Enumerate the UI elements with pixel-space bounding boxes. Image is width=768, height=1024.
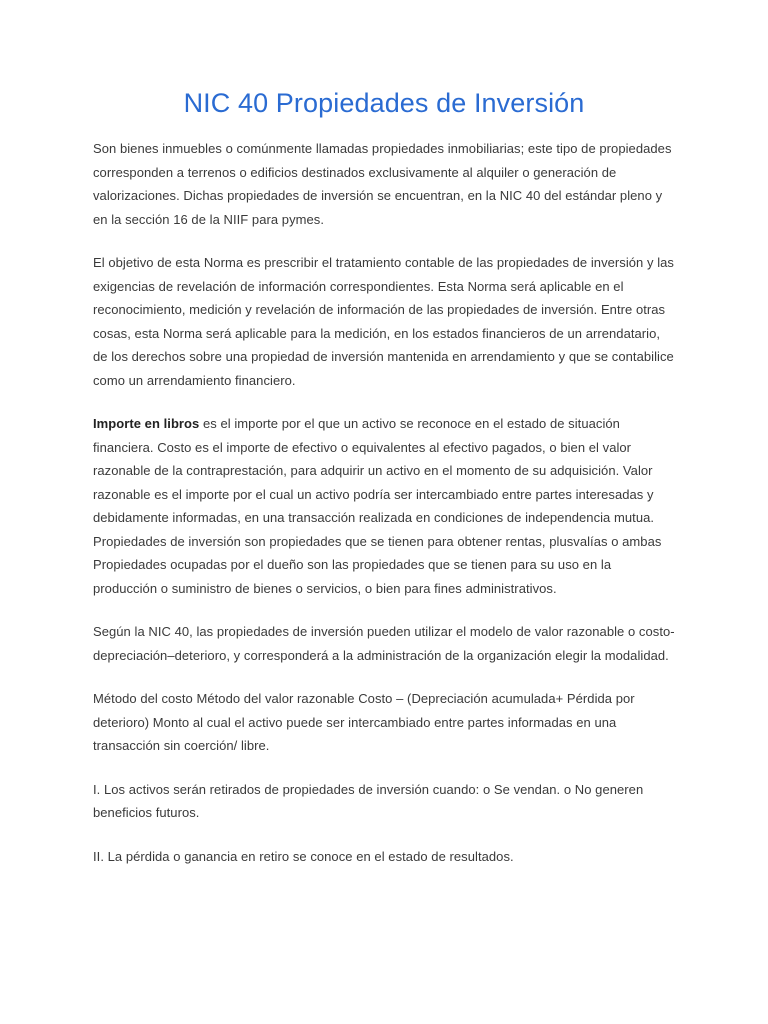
paragraph-gain-loss: II. La pérdida o ganancia en retiro se conoce en el estado de resultados. (93, 848, 514, 864)
paragraph-importe-en-libros (93, 412, 678, 600)
paragraph-cost-method: Método del costo Método del valor razonable Costo – (Depreciación acumulada+ Pérdida por deterioro) Monto al cual el activo puede ser intercambiado entre partes informadas en una transacción sin coerción/ libre. (93, 691, 635, 753)
document-body (93, 137, 678, 888)
page-title: NIC 40 Propiedades de Inversión (183, 88, 585, 118)
term-importe-en-libros: Importe en libros (93, 416, 200, 431)
paragraph-retirement: I. Los activos serán retirados de propiedades de inversión cuando: o Se vendan. o No generen beneficios futuros. (93, 781, 644, 820)
paragraph-definition: Son bienes inmuebles o comúnmente llamadas propiedades inmobiliarias; este tipo de propiedades corresponden a terrenos o edificios destinados exclusivamente al alquiler o generación de valorizaciones. Dichas propiedades de inversión se encuentran, en la NIC 40 del estándar pleno y en la sección 16 de la NIIF para pymes. (93, 141, 672, 227)
paragraph-models: Según la NIC 40, las propiedades de inversión pueden utilizar el modelo de valor razonable o costo-depreciación–deterioro, y corresponderá a la administración de la organización elegir la modalidad. (93, 624, 675, 663)
importe-definition-text: es el importe por el que un activo se reconoce en el estado de situación financiera. Costo es el importe de efectivo o equivalentes al efectivo pagados, o bien el valor razonable de la contraprestación, para adquirir un activo en el momento de su adquisición. Valor razonable es el importe por el cual un activo podría ser intercambiado entre partes interesadas y debidamente informadas, en una transacción realizada en condiciones de independencia mutua. Propiedades de inversión son propiedades que se tienen para obtener rentas, plusvalías o ambas Propiedades ocupadas por el dueño son las propiedades que se tienen para su uso en la producción o suministro de bienes o servicios, o bien para fines administrativos. (93, 416, 662, 596)
paragraph-objective: El objetivo de esta Norma es prescribir el tratamiento contable de las propiedades de inversión y las exigencias de revelación de información correspondientes. Esta Norma será aplicable en el reconocimiento, medición y revelación de información de las propiedades de inversión. Entre otras cosas, esta Norma será aplicable para la medición, en los estados financieros de un arrendatario, de los derechos sobre una propiedad de inversión mantenida en arrendamiento y que se contabilice como un arrendamiento financiero. (93, 255, 674, 388)
